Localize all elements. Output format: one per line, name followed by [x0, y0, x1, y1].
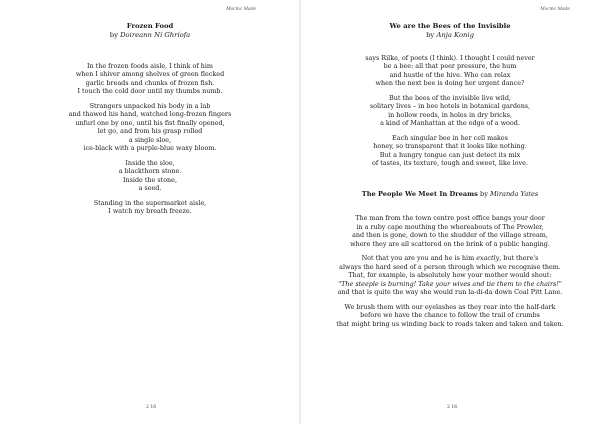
poem-line: and that is quite the way she would run la-di-da down Coal Pitt Lane. [337, 288, 563, 297]
stanza [12, 102, 288, 153]
poem-byline [305, 31, 595, 40]
byline-by: by [426, 30, 435, 39]
page-number-left: 2 16 [146, 405, 157, 410]
poem-line: But the bees of the invisible live wild, [389, 93, 511, 102]
poem-line: before we have the chance to follow the trail of crumbs [360, 311, 540, 320]
byline-by: by [109, 30, 118, 39]
section-title-text: The People We Meet In Dreams [361, 189, 478, 198]
poem-line: I watch my breath freeze. [108, 207, 192, 216]
poem-line: In the frozen foods aisle, I think of him [87, 61, 213, 70]
stanza [305, 303, 595, 329]
poem-line-quote: "The steeple is burning! Take your wives and tie them to the chairs!" [338, 279, 562, 288]
poem-line: in a ruby cape mouthing the whereabouts of The Prowler, [356, 222, 544, 231]
poem-line: a blackthorn stone. [118, 167, 182, 176]
poem-line: of tastes, its texture, tough and sweet, like love. [372, 159, 528, 168]
poem-author: Miranda Yates [490, 189, 539, 198]
poem-line: and thawed his hand, watched long-frozen fingers [68, 110, 232, 119]
poem-line: garlic breads and chunks of frozen fish. [85, 78, 215, 87]
poem-line: Inside the sloe, [125, 158, 175, 167]
poem-line: We brush them with our eyelashes as they rear into the half-dark [344, 302, 556, 311]
poem-line: The man from the town centre post office bangs your door [355, 214, 545, 223]
right-page [300, 0, 600, 424]
stanza [12, 62, 288, 96]
poem-title-bees: We are the Bees of the Invisible [389, 22, 511, 30]
poem-author: Anja Konig [436, 30, 474, 39]
line-part: , but there's [499, 254, 539, 263]
poem-line: that might bring us winding back to roads taken and taken and taken. [336, 319, 564, 328]
stanza [12, 159, 288, 193]
running-head-right: Mscmc Made [540, 7, 570, 12]
left-page-content [12, 22, 288, 222]
poem-line: where they are all scattered on the brink of a public hanging. [350, 239, 550, 248]
poem-line: unfurl one by one, until his fist finally opened, [75, 118, 225, 127]
right-page-content [305, 22, 595, 334]
poem-line: Inside the stone, [123, 175, 177, 184]
poem-line: be a bee: all that peer pressure, the hum [383, 62, 517, 71]
poem-line: ice-black with a purple-blue waxy bloom. [83, 144, 217, 153]
poem-line: That, for example, is absolutely how your mother would shout: [348, 271, 552, 280]
stanza [305, 134, 595, 168]
poem-line: Each singular bee in her cell makes [392, 133, 508, 142]
poem-line: in hollow reeds, in holes in dry bricks, [388, 110, 512, 119]
stanza [305, 214, 595, 248]
stanza [12, 199, 288, 216]
poem-line: solitary lives – in bee hotels in botanical gardens, [369, 102, 531, 111]
page-number-right: 2 16 [447, 405, 458, 410]
byline-by: by [479, 189, 488, 198]
poem-line: But a hungry tongue can just detect its mix [379, 150, 521, 159]
poem-line: let go, and from his grasp rolled [97, 127, 203, 136]
poem-title-dreams [305, 190, 595, 199]
line-part: Not that you are you and he is him [361, 254, 477, 263]
poem-line: says Rilke, of poets (I think). I thought I could never [365, 53, 535, 62]
poem-line: Strangers unpacked his body in a lab [89, 101, 211, 110]
line-emphasis: exactly [476, 254, 500, 263]
poem-line [305, 254, 595, 263]
poem-line: Standing in the supermarket aisle, [93, 198, 207, 207]
poem-line: and then is gone, down to the shudder of the village stream, [352, 231, 548, 240]
poem-line: a kind of Manhattan at the edge of a wood. [380, 119, 520, 128]
stanza [305, 94, 595, 128]
poem-line: honey, so transparent that it looks like nothing. [373, 142, 527, 151]
poem-line: a single sloe, [128, 135, 172, 144]
poem-line: when I shiver among shelves of green flecked [75, 70, 225, 79]
poem-author: Doireann Ní Ghríofa [120, 30, 191, 39]
poem-title-frozen-food: Frozen Food [126, 22, 174, 30]
poem-line: and hustle of the hive. Who can relax [389, 70, 511, 79]
poem-line: I touch the cold door until my thumbs numb. [77, 87, 223, 96]
poem-line: a seed. [138, 184, 162, 193]
poem-line: when the next bee is doing her urgent dance? [375, 79, 525, 88]
stanza [305, 54, 595, 88]
poem-byline [12, 31, 288, 40]
poem-line: always the hard seed of a person through which we recognise them. [339, 262, 561, 271]
running-head-left: Mscmc Made [226, 7, 256, 12]
stanza [305, 254, 595, 297]
